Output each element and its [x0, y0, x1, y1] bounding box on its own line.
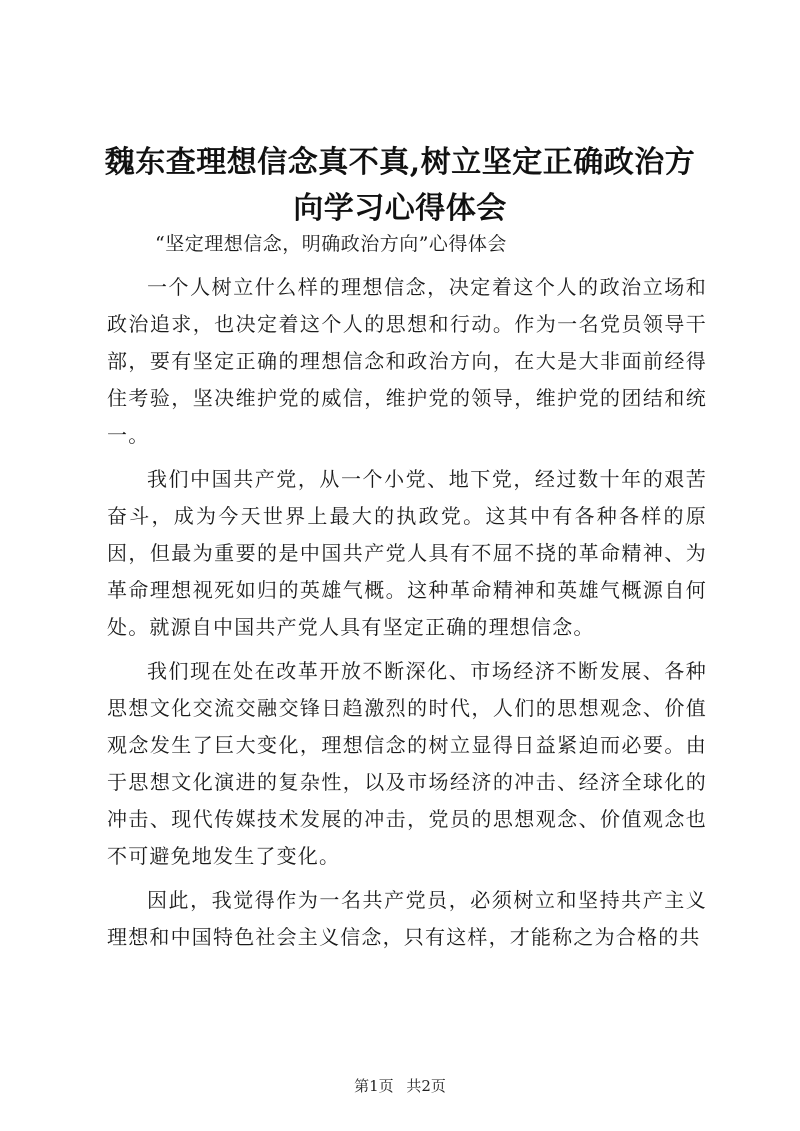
page-number: 第1页: [354, 1077, 394, 1095]
document-body: [107, 228, 707, 956]
page-total: 共2页: [406, 1077, 446, 1095]
document-title: 魏东查理想信念真不真,树立坚定正确政治方向学习心得体会: [104, 145, 696, 226]
paragraph: 我们中国共产党，从一个小党、地下党，经过数十年的艰苦奋斗，成为今天世界上最大的执政党。这其中有各种各样的原因，但最为重要的是中国共产党人具有不屈不挠的革命精神、为革命理想视死如归的英雄气概。这种革命精神和英雄气概源自何处。就源自中国共产党人具有坚定正确的理想信念。: [107, 467, 707, 639]
paragraph: 一个人树立什么样的理想信念，决定着这个人的政治立场和政治追求，也决定着这个人的思想和行动。作为一名党员领导干部，要有坚定正确的理想信念和政治方向，在大是大非面前经得住考验，坚决维护党的威信，维护党的领导，维护党的团结和统一。: [107, 275, 707, 447]
document-subtitle: “坚定理想信念，明确政治方向”心得体会: [155, 233, 507, 255]
paragraph: 因此，我觉得作为一名共产党员，必须树立和坚持共产主义理想和中国特色社会主义信念，只有这样，才能称之为合格的共: [107, 888, 707, 949]
paragraph: 我们现在处在改革开放不断深化、市场经济不断发展、各种思想文化交流交融交锋日趋激烈的时代，人们的思想观念、价值观念发生了巨大变化，理想信念的树立显得日益紧迫而必要。由于思想文化演进的复杂性，以及市场经济的冲击、经济全球化的冲击、现代传媒技术发展的冲击，党员的思想观念、价值观念也不可避免地发生了变化。: [107, 659, 707, 868]
page-footer: [0, 1076, 800, 1096]
